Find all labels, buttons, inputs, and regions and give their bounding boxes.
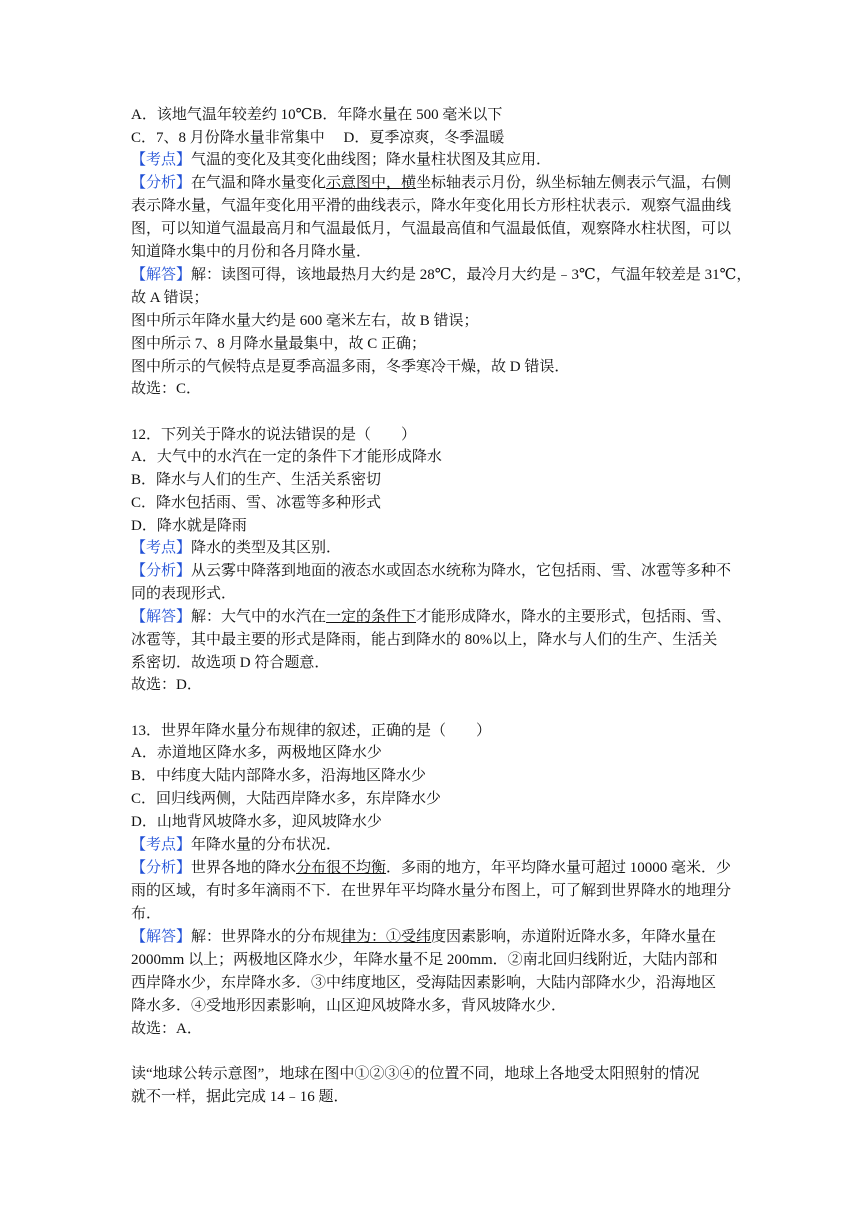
q12-option-c: C．降水包括雨、雪、冰雹等多种形式	[131, 495, 382, 511]
q13-jieda-line-2: 2000mm 以上；两极地区降水少，年降水量不足 200mm．②南北回归线附近，大陆内部和	[131, 952, 718, 968]
q11-jieda-line-3: 图中所示年降水量大约是 600 毫米左右，故 B 错误；	[131, 313, 479, 329]
intro-line-2: 就不一样，据此完成 14﹣16 题．	[131, 1089, 349, 1105]
q13-option-c: C．回归线两侧，大陆西岸降水多，东岸降水少	[131, 791, 442, 807]
fenxi-text: 坐标轴表示月份，纵坐标轴左侧表示气温，右侧	[416, 175, 732, 191]
q11-option-cd: C．7、8 月份降水量非常集中 D．夏季凉爽，冬季温暖	[131, 130, 505, 146]
underlined-text: 示意图中，横	[326, 175, 417, 191]
q11-option-ab: A．该地气温年较差约 10℃B．年降水量在 500 毫米以下	[131, 107, 503, 123]
q12-option-b: B．降水与人们的生产、生活关系密切	[131, 472, 382, 488]
q11-answer: 故选：C．	[131, 381, 202, 397]
fenxi-tag: 【分析】	[131, 860, 192, 876]
q13-jieda-line-1	[131, 926, 716, 948]
q13-kaodian	[131, 834, 341, 856]
underlined-text: 律为：①受纬	[341, 929, 432, 945]
q13-fenxi-line-2: 雨的区域，有时多年滴雨不下．在世界年平均降水量分布图上，可了解到世界降水的地理分	[131, 883, 732, 899]
fenxi-text: 在气温和降水量变化	[191, 175, 327, 191]
q13-answer: 故选：A．	[131, 1021, 202, 1037]
q13-option-b: B．中纬度大陆内部降水多，沿海地区降水少	[131, 768, 427, 784]
q12-option-d: D．降水就是降雨	[131, 518, 247, 534]
kaodian-tag: 【考点】	[131, 540, 192, 556]
jieda-text: 才能形成降水，降水的主要形式，包括雨、雪、	[416, 609, 732, 625]
q12-jieda-line-2: 冰雹等，其中最主要的形式是降雨，能占到降水的 80%以上，降水与人们的生产、生活关	[131, 632, 718, 648]
q12-kaodian	[131, 537, 341, 559]
intro-line-1: 读“地球公转示意图”，地球在图中①②③④的位置不同，地球上各地受太阳照射的情况	[131, 1066, 700, 1082]
q12-fenxi-line-1	[131, 560, 731, 582]
q13-jieda-line-4: 降水多．④受地形因素影响，山区迎风坡降水多，背风坡降水少．	[131, 998, 567, 1014]
fenxi-text: 从云雾中降落到地面的液态水或固态水统称为降水，它包括雨、雪、冰雹等多种不	[191, 563, 732, 579]
q11-jieda-line-4: 图中所示 7、8 月降水量最集中，故 C 正确；	[131, 336, 427, 352]
q12-answer: 故选：D．	[131, 677, 202, 693]
q11-fenxi-line-1	[131, 172, 731, 194]
kaodian-text: 年降水量的分布状况．	[191, 837, 342, 853]
underlined-text: 一定的条件下	[326, 609, 417, 625]
fenxi-text: 世界各地的降水	[191, 860, 297, 876]
q13-option-d: D．山地背风坡降水多，迎风坡降水少	[131, 814, 382, 830]
q11-jieda-line-5: 图中所示的气候特点是夏季高温多雨，冬季寒冷干燥，故 D 错误．	[131, 359, 570, 375]
fenxi-tag: 【分析】	[131, 563, 192, 579]
q12-jieda-line-3: 系密切．故选项 D 符合题意．	[131, 655, 330, 671]
q11-kaodian	[131, 149, 551, 171]
kaodian-text: 降水的类型及其区别．	[191, 540, 342, 556]
underlined-text: 分布很不均衡	[296, 860, 387, 876]
jieda-tag: 【解答】	[131, 929, 192, 945]
q13-fenxi-line-3: 布．	[131, 906, 162, 922]
fenxi-tag: 【分析】	[131, 175, 192, 191]
q13-jieda-line-3: 西岸降水少，东岸降水多．③中纬度地区，受海陆因素影响，大陆内部降水少，沿海地区	[131, 975, 717, 991]
jieda-tag: 【解答】	[131, 267, 192, 283]
q13-option-a: A．赤道地区降水多，两极地区降水少	[131, 745, 382, 761]
jieda-text: 度因素影响，赤道附近降水多，年降水量在	[431, 929, 717, 945]
q11-jieda-line-1	[131, 264, 751, 286]
q12-jieda-line-1	[131, 606, 731, 628]
kaodian-tag: 【考点】	[131, 152, 192, 168]
q13-stem: 13．世界年降水量分布规律的叙述，正确的是（ ）	[131, 723, 492, 739]
q12-fenxi-line-2: 同的表现形式．	[131, 586, 237, 602]
kaodian-text: 气温的变化及其变化曲线图；降水量柱状图及其应用．	[191, 152, 552, 168]
fenxi-text: ．多雨的地方，年平均降水量可超过 10000 毫米．少	[386, 860, 732, 876]
q12-stem: 12．下列关于降水的说法错误的是（ ）	[131, 427, 417, 443]
jieda-text: 解：读图可得，该地最热月大约是 28℃，最冷月大约是﹣3℃，气温年较差是 31℃，	[191, 267, 752, 283]
jieda-tag: 【解答】	[131, 609, 192, 625]
q11-jieda-line-2: 故 A 错误；	[131, 290, 209, 306]
kaodian-tag: 【考点】	[131, 837, 192, 853]
q11-fenxi-line-2: 表示降水量，气温年变化用平滑的曲线表示，降水年变化用长方形柱状表示．观察气温曲线	[131, 198, 732, 214]
q12-option-a: A．大气中的水汽在一定的条件下才能形成降水	[131, 449, 442, 465]
q11-fenxi-line-3: 图，可以知道气温最高月和气温最低月，气温最高值和气温最低值，观察降水柱状图，可以	[131, 221, 732, 237]
q11-fenxi-line-4: 知道降水集中的月份和各月降水量．	[131, 244, 372, 260]
jieda-text: 解：大气中的水汽在	[191, 609, 327, 625]
q13-fenxi-line-1	[131, 857, 731, 879]
jieda-text: 解：世界降水的分布规	[191, 929, 342, 945]
